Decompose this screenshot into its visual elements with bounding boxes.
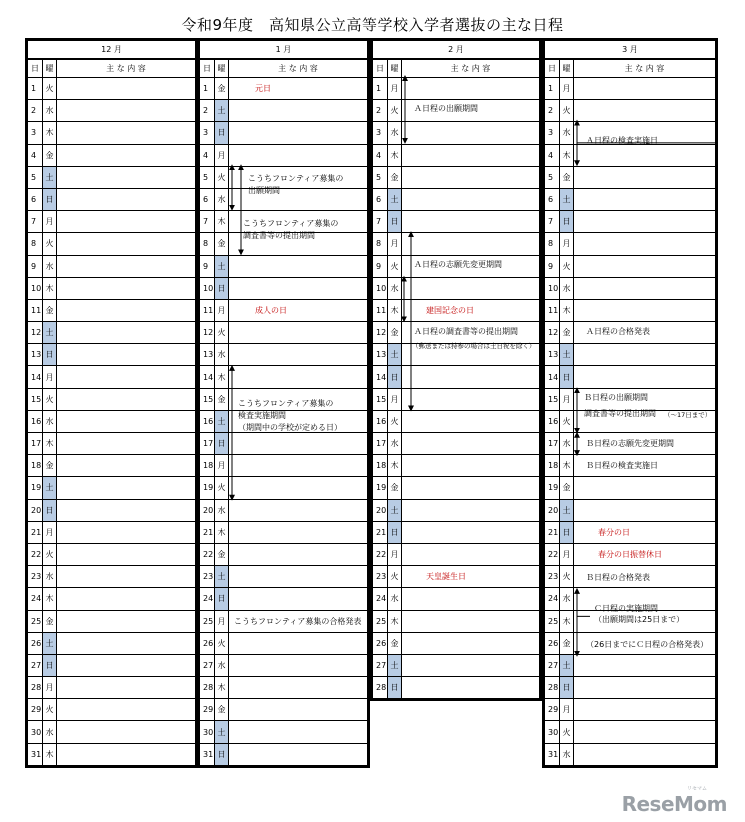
content-col-header: 主 な 内 容: [57, 59, 196, 78]
weekday-cell: 土: [388, 344, 402, 366]
weekday-cell: 木: [388, 144, 402, 166]
weekday-cell: 木: [560, 299, 574, 321]
weekday-cell: 水: [215, 344, 229, 366]
weekday-cell: 金: [215, 543, 229, 565]
holiday-label: 成人の日: [255, 305, 287, 315]
day-number: 31: [28, 743, 43, 765]
weekday-cell: 火: [560, 100, 574, 122]
weekday-cell: 水: [560, 433, 574, 455]
mar-c-exam-note: Ｃ日程の実施期間: [594, 604, 658, 614]
weekday-cell: 日: [215, 122, 229, 144]
weekday-col-header: 曜: [215, 59, 229, 78]
day-number: 21: [373, 521, 388, 543]
weekday-cell: 水: [388, 433, 402, 455]
day-number: 29: [545, 699, 560, 721]
weekday-cell: 月: [215, 144, 229, 166]
day-number: 25: [373, 610, 388, 632]
content-col-header: 主 な 内 容: [574, 59, 716, 78]
day-number: 30: [28, 721, 43, 743]
weekday-cell: 火: [215, 477, 229, 499]
day-number: 9: [200, 255, 215, 277]
resemom-logo: ReseMom: [621, 792, 727, 816]
mar-c-result-note: （26日までにＣ日程の合格発表）: [586, 639, 709, 649]
day-number: 2: [200, 100, 215, 122]
weekday-cell: 金: [388, 166, 402, 188]
weekday-cell: 火: [43, 543, 57, 565]
day-number: 5: [28, 166, 43, 188]
weekday-cell: 水: [560, 588, 574, 610]
day-number: 1: [28, 78, 43, 100]
weekday-cell: 木: [43, 277, 57, 299]
day-number: 12: [200, 322, 215, 344]
weekday-cell: 月: [215, 455, 229, 477]
day-number: 23: [373, 566, 388, 588]
weekday-cell: 土: [43, 477, 57, 499]
weekday-cell: 日: [388, 521, 402, 543]
day-number: 4: [545, 144, 560, 166]
day-number: 21: [28, 521, 43, 543]
weekday-cell: 火: [215, 166, 229, 188]
day-number: 22: [28, 543, 43, 565]
weekday-cell: 土: [388, 499, 402, 521]
day-number: 16: [200, 410, 215, 432]
day-number: 24: [200, 588, 215, 610]
mar-b-change-note: Ｂ日程の志願先変更期間: [586, 438, 674, 448]
day-number: 1: [373, 78, 388, 100]
day-number: 24: [545, 588, 560, 610]
weekday-cell: 土: [215, 566, 229, 588]
weekday-cell: 木: [560, 144, 574, 166]
weekday-col-header: 曜: [43, 59, 57, 78]
weekday-cell: 水: [43, 410, 57, 432]
weekday-cell: 金: [215, 388, 229, 410]
day-number: 17: [373, 433, 388, 455]
weekday-cell: 水: [215, 499, 229, 521]
weekday-cell: 金: [560, 166, 574, 188]
weekday-cell: 木: [43, 122, 57, 144]
weekday-cell: 水: [560, 743, 574, 765]
weekday-cell: 日: [215, 433, 229, 455]
day-number: 22: [200, 543, 215, 565]
weekday-cell: 水: [43, 566, 57, 588]
weekday-cell: 金: [215, 233, 229, 255]
feb-a-docs-subnote: （郵送または持参の場合は土日祝を除く）: [412, 341, 536, 350]
day-col-header: 日: [200, 59, 215, 78]
day-number: 12: [373, 322, 388, 344]
weekday-cell: 土: [215, 255, 229, 277]
weekday-cell: 月: [43, 677, 57, 699]
day-number: 13: [200, 344, 215, 366]
page-title: 令和9年度 高知県公立高等学校入学者選抜の主な日程: [181, 16, 564, 34]
mar-b-docs-note: 調査書等の提出期間: [584, 408, 656, 418]
weekday-cell: 水: [215, 188, 229, 210]
day-number: 16: [28, 410, 43, 432]
weekday-cell: 日: [43, 654, 57, 676]
jan-kochi-exam-note: こうちフロンティア募集の 検査実施期間 （期間中の学校が定める日）: [238, 399, 342, 433]
weekday-cell: 土: [388, 654, 402, 676]
weekday-cell: 月: [215, 610, 229, 632]
day-number: 7: [200, 211, 215, 233]
weekday-cell: 木: [388, 455, 402, 477]
day-number: 13: [28, 344, 43, 366]
holiday-label: 建国記念の日: [426, 305, 474, 315]
mar-b-docs-subnote: （～17日まで）: [664, 410, 712, 419]
day-number: 9: [545, 255, 560, 277]
weekday-cell: 土: [215, 410, 229, 432]
mar-b-apply-note: Ｂ日程の出願期間: [584, 393, 648, 403]
weekday-cell: 木: [388, 610, 402, 632]
day-number: 7: [373, 211, 388, 233]
weekday-cell: 日: [43, 499, 57, 521]
day-number: 4: [373, 144, 388, 166]
weekday-cell: 金: [43, 299, 57, 321]
weekday-cell: 火: [560, 255, 574, 277]
holiday-label: 春分の日: [598, 527, 630, 537]
day-number: 2: [28, 100, 43, 122]
day-number: 18: [373, 455, 388, 477]
weekday-cell: 火: [388, 566, 402, 588]
weekday-cell: 火: [560, 410, 574, 432]
day-number: 25: [200, 610, 215, 632]
day-number: 27: [200, 654, 215, 676]
day-number: 14: [373, 366, 388, 388]
weekday-cell: 木: [388, 299, 402, 321]
weekday-cell: 日: [43, 188, 57, 210]
weekday-cell: 金: [43, 144, 57, 166]
weekday-cell: 水: [215, 654, 229, 676]
day-number: 10: [28, 277, 43, 299]
day-number: 28: [200, 677, 215, 699]
day-number: 3: [200, 122, 215, 144]
weekday-cell: 日: [388, 677, 402, 699]
month-header: 1 月: [200, 41, 368, 60]
weekday-cell: 月: [43, 366, 57, 388]
weekday-cell: 金: [560, 322, 574, 344]
weekday-cell: 金: [43, 610, 57, 632]
day-number: 29: [28, 699, 43, 721]
day-number: 24: [373, 588, 388, 610]
day-number: 23: [200, 566, 215, 588]
weekday-cell: 火: [388, 410, 402, 432]
weekday-cell: 日: [215, 743, 229, 765]
weekday-cell: 水: [388, 277, 402, 299]
day-number: 9: [28, 255, 43, 277]
jan-kochi-apply-note: こうちフロンティア募集の 出願期間: [248, 174, 344, 196]
day-number: 15: [200, 388, 215, 410]
weekday-cell: 土: [560, 499, 574, 521]
day-number: 26: [545, 632, 560, 654]
day-number: 15: [545, 388, 560, 410]
day-number: 19: [28, 477, 43, 499]
day-number: 8: [545, 233, 560, 255]
day-number: 11: [545, 299, 560, 321]
weekday-cell: 金: [388, 322, 402, 344]
weekday-cell: 木: [215, 211, 229, 233]
weekday-cell: 火: [43, 233, 57, 255]
day-number: 25: [545, 610, 560, 632]
weekday-cell: 月: [560, 543, 574, 565]
day-number: 8: [373, 233, 388, 255]
day-number: 5: [200, 166, 215, 188]
day-number: 14: [28, 366, 43, 388]
day-number: 21: [200, 521, 215, 543]
weekday-cell: 木: [215, 366, 229, 388]
weekday-cell: 月: [560, 699, 574, 721]
day-number: 22: [545, 543, 560, 565]
weekday-cell: 土: [560, 188, 574, 210]
day-number: 26: [373, 632, 388, 654]
weekday-cell: 水: [560, 277, 574, 299]
day-number: 16: [373, 410, 388, 432]
weekday-cell: 金: [388, 477, 402, 499]
day-number: 22: [373, 543, 388, 565]
weekday-cell: 木: [43, 743, 57, 765]
weekday-cell: 土: [43, 166, 57, 188]
weekday-cell: 水: [388, 122, 402, 144]
weekday-col-header: 曜: [560, 59, 574, 78]
weekday-cell: 火: [388, 255, 402, 277]
day-number: 19: [200, 477, 215, 499]
weekday-cell: 水: [388, 588, 402, 610]
weekday-cell: 火: [43, 78, 57, 100]
day-number: 15: [28, 388, 43, 410]
feb-a-apply-note: Ａ日程の出願期間: [414, 104, 478, 114]
weekday-cell: 火: [43, 388, 57, 410]
day-number: 25: [28, 610, 43, 632]
feb-a-docs-note: Ａ日程の調査書等の提出期間: [414, 327, 518, 337]
day-number: 5: [545, 166, 560, 188]
weekday-cell: 日: [560, 366, 574, 388]
day-number: 23: [545, 566, 560, 588]
weekday-cell: 日: [215, 588, 229, 610]
day-number: 18: [200, 455, 215, 477]
weekday-cell: 木: [560, 610, 574, 632]
weekday-cell: 土: [43, 322, 57, 344]
day-number: 11: [200, 299, 215, 321]
weekday-cell: 土: [43, 632, 57, 654]
holiday-label: 天皇誕生日: [426, 572, 466, 582]
mar-b-result-note: Ｂ日程の合格発表: [586, 572, 650, 582]
weekday-cell: 木: [215, 677, 229, 699]
day-number: 4: [200, 144, 215, 166]
jan-kochi-docs-note: こうちフロンティア募集の 調査書等の提出期間: [243, 218, 339, 240]
day-number: 8: [200, 233, 215, 255]
weekday-cell: 月: [560, 388, 574, 410]
content-col-header: 主 な 内 容: [402, 59, 540, 78]
weekday-cell: 木: [43, 588, 57, 610]
weekday-cell: 日: [560, 677, 574, 699]
day-number: 28: [28, 677, 43, 699]
day-number: 1: [545, 78, 560, 100]
holiday-label: 元日: [255, 84, 271, 94]
weekday-cell: 土: [215, 100, 229, 122]
day-number: 6: [545, 188, 560, 210]
day-number: 10: [373, 277, 388, 299]
weekday-cell: 火: [215, 322, 229, 344]
weekday-cell: 土: [215, 721, 229, 743]
weekday-cell: 月: [388, 543, 402, 565]
day-number: 5: [373, 166, 388, 188]
day-number: 8: [28, 233, 43, 255]
weekday-cell: 月: [43, 521, 57, 543]
month-header: 12 月: [28, 41, 196, 60]
feb-a-change-note: Ａ日程の志願先変更期間: [414, 260, 502, 270]
weekday-cell: 月: [388, 233, 402, 255]
day-number: 17: [200, 433, 215, 455]
day-col-header: 日: [28, 59, 43, 78]
day-number: 6: [28, 188, 43, 210]
weekday-cell: 木: [215, 521, 229, 543]
day-number: 28: [545, 677, 560, 699]
day-number: 17: [545, 433, 560, 455]
day-number: 9: [373, 255, 388, 277]
day-number: 2: [373, 100, 388, 122]
weekday-cell: 月: [560, 233, 574, 255]
day-number: 3: [545, 122, 560, 144]
weekday-cell: 日: [560, 211, 574, 233]
weekday-cell: 火: [388, 100, 402, 122]
weekday-cell: 火: [560, 566, 574, 588]
day-number: 20: [200, 499, 215, 521]
weekday-cell: 月: [560, 78, 574, 100]
day-number: 30: [545, 721, 560, 743]
day-number: 14: [545, 366, 560, 388]
day-col-header: 日: [373, 59, 388, 78]
mar-c-exam-subnote: （出願期間は25日まで）: [594, 615, 685, 625]
weekday-cell: 水: [560, 122, 574, 144]
day-number: 21: [545, 521, 560, 543]
day-number: 7: [545, 211, 560, 233]
day-number: 27: [373, 654, 388, 676]
day-col-header: 日: [545, 59, 560, 78]
weekday-cell: 日: [215, 277, 229, 299]
day-number: 20: [545, 499, 560, 521]
mar-a-result-note: Ａ日程の合格発表: [586, 327, 650, 337]
weekday-cell: 木: [560, 455, 574, 477]
day-number: 13: [373, 344, 388, 366]
weekday-cell: 火: [43, 699, 57, 721]
weekday-cell: 金: [43, 455, 57, 477]
weekday-cell: 水: [43, 721, 57, 743]
weekday-cell: 水: [43, 255, 57, 277]
weekday-cell: 金: [560, 632, 574, 654]
day-number: 19: [373, 477, 388, 499]
weekday-cell: 土: [388, 188, 402, 210]
holiday-label: 春分の日振替休日: [598, 550, 662, 560]
day-number: 13: [545, 344, 560, 366]
day-number: 18: [545, 455, 560, 477]
weekday-cell: 日: [560, 521, 574, 543]
day-number: 12: [545, 322, 560, 344]
day-number: 2: [545, 100, 560, 122]
weekday-cell: 金: [215, 78, 229, 100]
weekday-cell: 火: [215, 632, 229, 654]
weekday-cell: 水: [43, 100, 57, 122]
day-number: 24: [28, 588, 43, 610]
day-number: 26: [28, 632, 43, 654]
weekday-cell: 火: [560, 721, 574, 743]
day-number: 6: [373, 188, 388, 210]
mar-b-exam-note: Ｂ日程の検査実施日: [586, 461, 658, 471]
day-number: 19: [545, 477, 560, 499]
day-number: 31: [545, 743, 560, 765]
day-number: 27: [545, 654, 560, 676]
month-header: 2 月: [373, 41, 540, 60]
weekday-cell: 月: [215, 299, 229, 321]
day-number: 23: [28, 566, 43, 588]
day-number: 16: [545, 410, 560, 432]
day-number: 28: [373, 677, 388, 699]
day-number: 30: [200, 721, 215, 743]
day-number: 11: [28, 299, 43, 321]
weekday-cell: 金: [215, 699, 229, 721]
day-number: 7: [28, 211, 43, 233]
day-number: 18: [28, 455, 43, 477]
day-number: 20: [373, 499, 388, 521]
weekday-cell: 日: [388, 211, 402, 233]
day-number: 3: [28, 122, 43, 144]
day-number: 26: [200, 632, 215, 654]
weekday-cell: 月: [388, 78, 402, 100]
weekday-cell: 木: [43, 433, 57, 455]
month-header: 3 月: [545, 41, 716, 60]
jan-kochi-result-note: こうちフロンティア募集の合格発表: [234, 617, 362, 627]
day-number: 17: [28, 433, 43, 455]
logo-subtext: リセマム: [687, 786, 707, 792]
weekday-cell: 日: [388, 366, 402, 388]
weekday-cell: 金: [560, 477, 574, 499]
day-number: 3: [373, 122, 388, 144]
day-number: 14: [200, 366, 215, 388]
day-number: 15: [373, 388, 388, 410]
day-number: 1: [200, 78, 215, 100]
day-number: 27: [28, 654, 43, 676]
mar-a-exam-note: Ａ日程の検査実施日: [586, 135, 658, 145]
day-number: 12: [28, 322, 43, 344]
day-number: 29: [200, 699, 215, 721]
day-number: 4: [28, 144, 43, 166]
weekday-cell: 月: [388, 388, 402, 410]
weekday-cell: 土: [560, 654, 574, 676]
day-number: 10: [200, 277, 215, 299]
day-number: 20: [28, 499, 43, 521]
day-number: 11: [373, 299, 388, 321]
weekday-cell: 土: [560, 344, 574, 366]
day-number: 6: [200, 188, 215, 210]
weekday-cell: 金: [388, 632, 402, 654]
day-number: 10: [545, 277, 560, 299]
day-number: 31: [200, 743, 215, 765]
weekday-col-header: 曜: [388, 59, 402, 78]
weekday-cell: 月: [43, 211, 57, 233]
content-col-header: 主 な 内 容: [229, 59, 368, 78]
weekday-cell: 日: [43, 344, 57, 366]
